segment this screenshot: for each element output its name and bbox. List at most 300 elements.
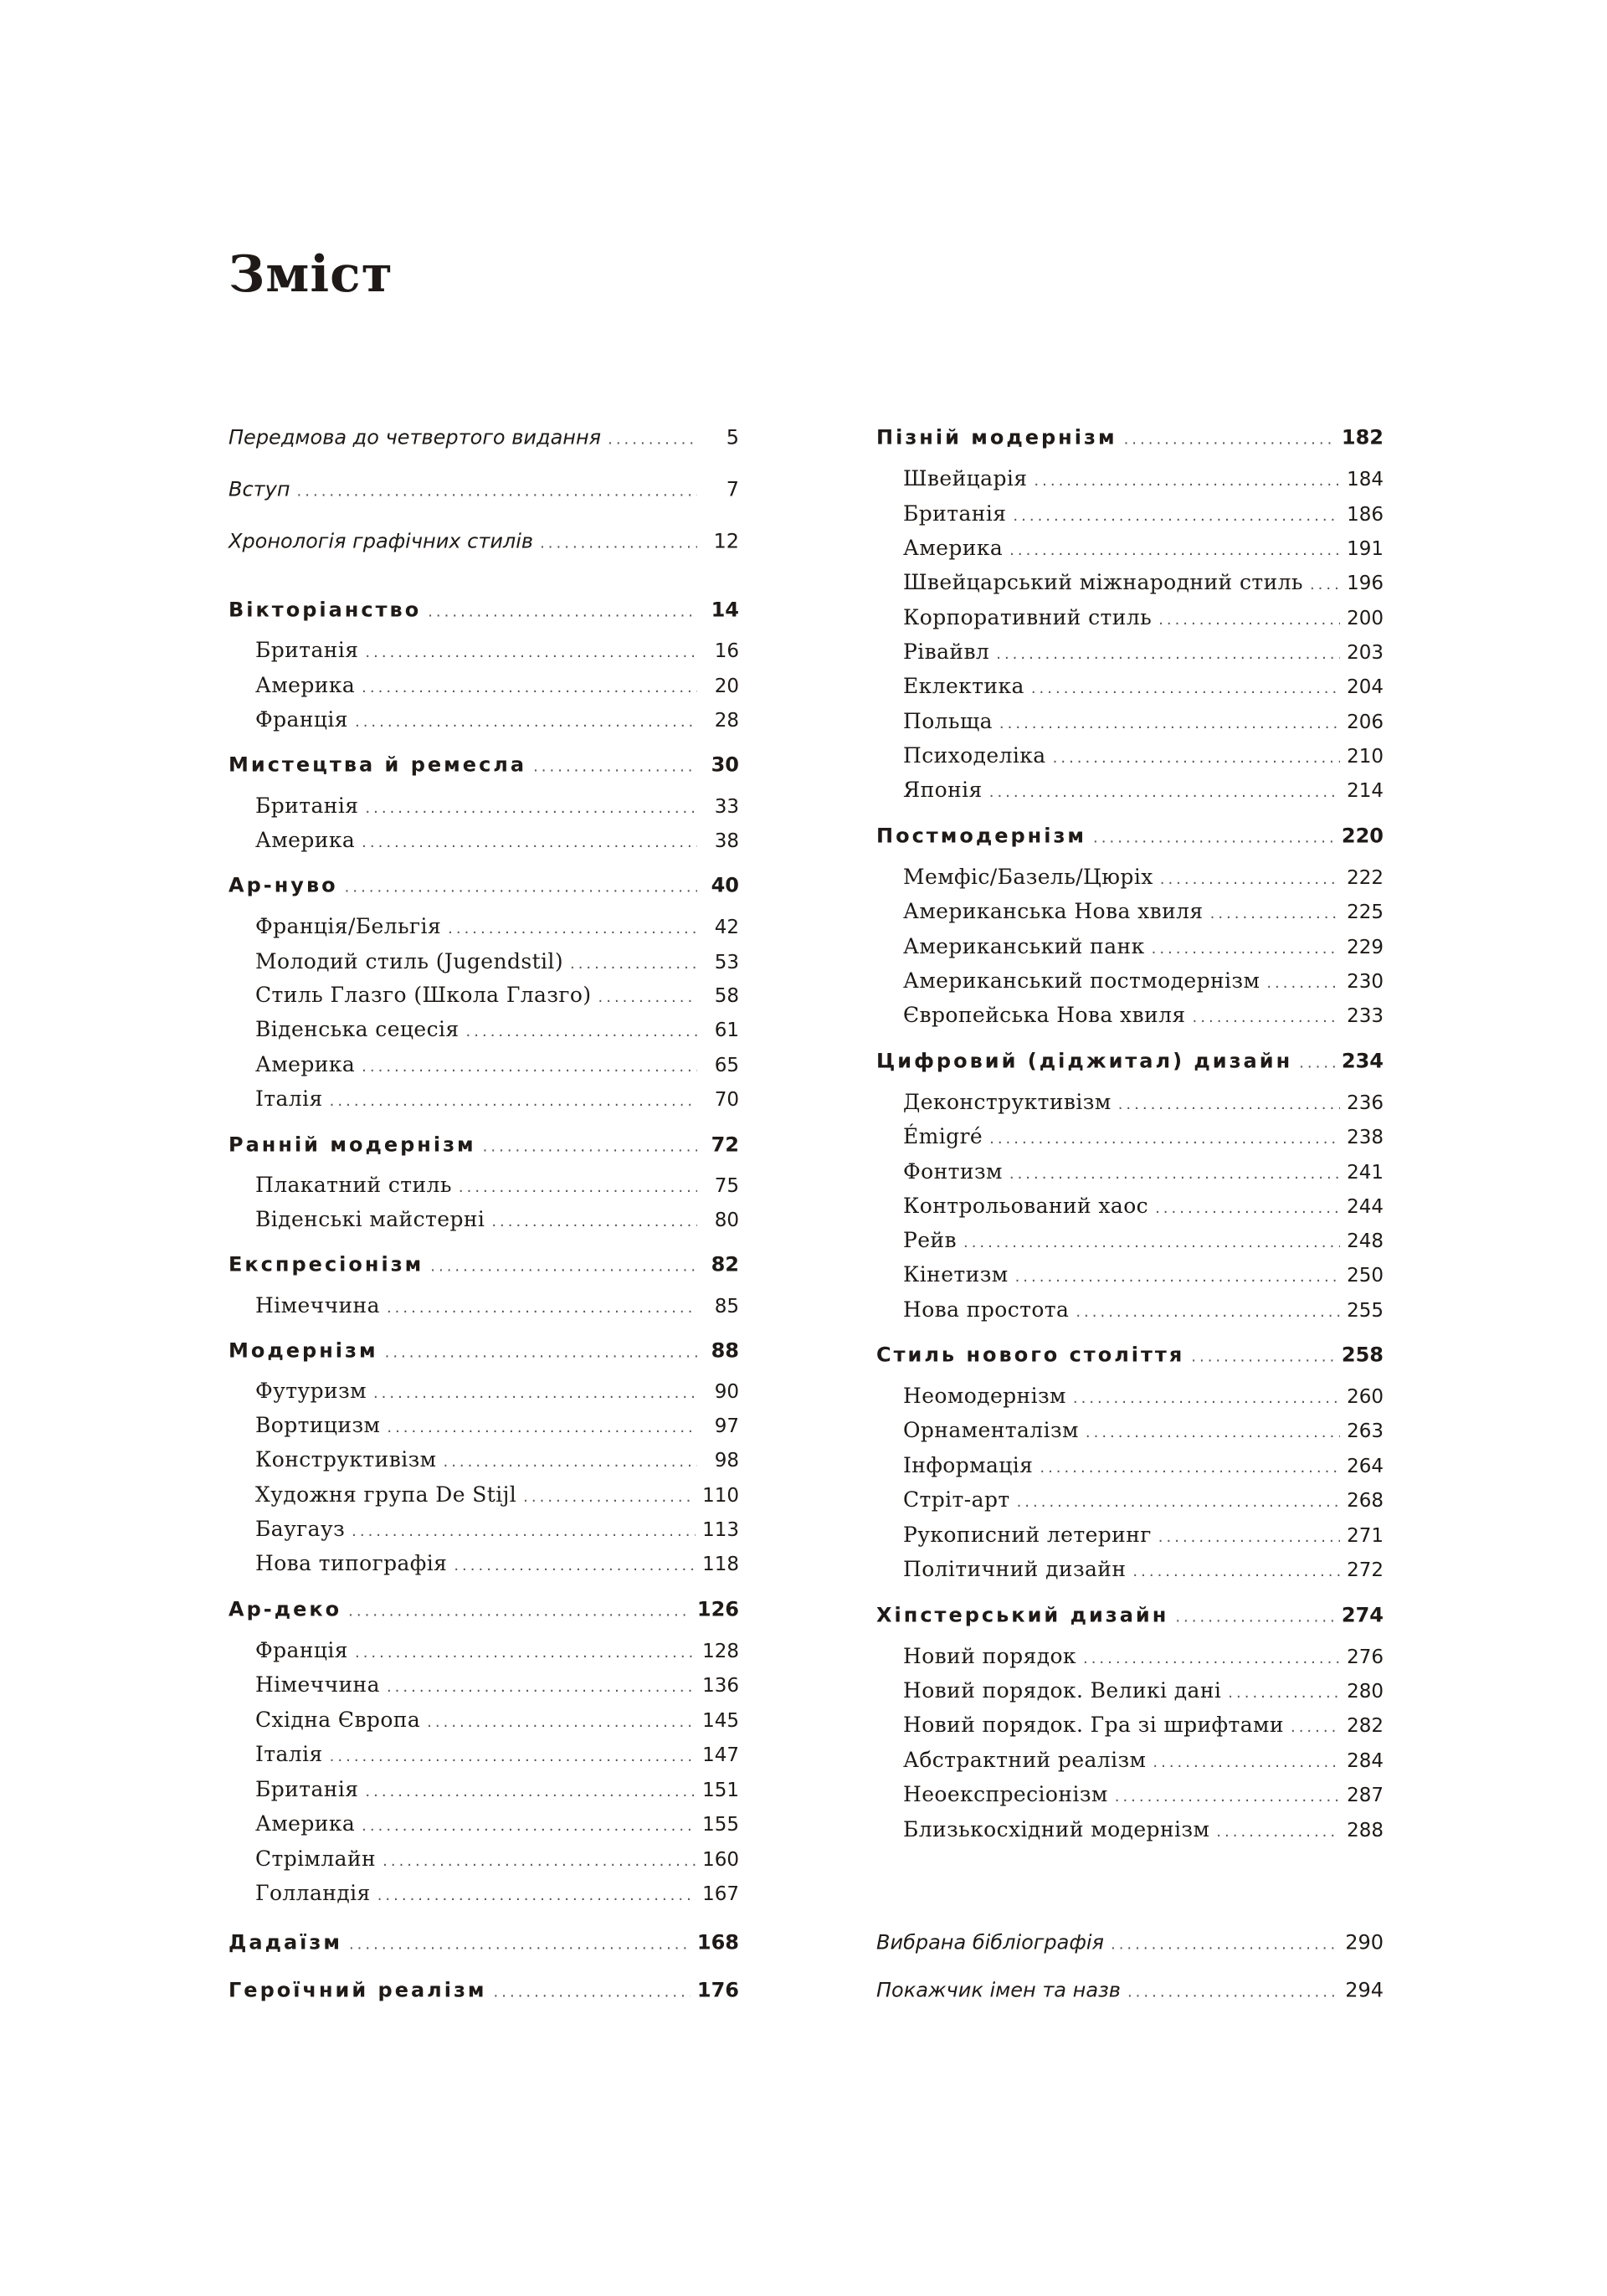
- toc-entry-sub[interactable]: [255, 1742, 739, 1766]
- dot-leader: [362, 1817, 696, 1835]
- toc-page-number: 294: [1345, 1978, 1384, 2002]
- dot-leader: [1155, 1199, 1340, 1217]
- toc-page-number: 28: [714, 710, 739, 732]
- toc-entry-title: Британія: [255, 1777, 359, 1802]
- dot-leader: [355, 713, 697, 731]
- toc-entry-sub[interactable]: [903, 899, 1384, 923]
- toc-entry-title: Новий порядок: [903, 1644, 1076, 1669]
- toc-entry-title: Психоделіка: [903, 743, 1046, 768]
- toc-entry-section[interactable]: [228, 1253, 739, 1276]
- toc-entry-sub[interactable]: [903, 1557, 1384, 1581]
- toc-entry-section[interactable]: [228, 1979, 739, 2002]
- dot-leader: [443, 1453, 697, 1471]
- toc-page-number: 276: [1347, 1646, 1384, 1669]
- toc-entry-title: Близькосхідний модернізм: [903, 1817, 1210, 1842]
- toc-page-number: 271: [1347, 1525, 1384, 1548]
- dot-leader: [330, 1748, 696, 1765]
- toc-page-number: 176: [696, 1978, 739, 2002]
- toc-page-number: 16: [714, 640, 739, 663]
- dot-leader: [448, 920, 697, 937]
- toc-entry-sub[interactable]: [903, 1644, 1384, 1668]
- toc-page-number: 30: [711, 752, 739, 777]
- toc-entry-sub[interactable]: [255, 1086, 739, 1111]
- toc-entry-sub[interactable]: [255, 1881, 739, 1905]
- toc-page-number: 258: [1341, 1343, 1384, 1367]
- toc-entry-sub[interactable]: [903, 1090, 1384, 1114]
- toc-entry-sub[interactable]: [255, 1293, 739, 1318]
- dot-leader: [1115, 1788, 1340, 1805]
- toc-entry-sub[interactable]: [903, 1194, 1384, 1218]
- toc-entry-sub[interactable]: [903, 1418, 1384, 1442]
- dot-leader: [1216, 1823, 1340, 1841]
- dot-leader: [523, 1488, 696, 1506]
- toc-entry-sub[interactable]: [903, 1453, 1384, 1477]
- toc-page-number: 7: [726, 477, 739, 501]
- toc-page-number: 214: [1347, 780, 1384, 803]
- toc-entry-title: Рейв: [903, 1228, 957, 1253]
- toc-page-number: 147: [702, 1744, 739, 1767]
- toc-entry-title: Польща: [903, 709, 993, 734]
- toc-entry-sub[interactable]: [903, 605, 1384, 629]
- toc-page-number: 82: [711, 1252, 739, 1276]
- toc-entry-title: Політичний дизайн: [903, 1557, 1127, 1582]
- toc-entry-title: Новий порядок. Великі дані: [903, 1678, 1222, 1703]
- toc-page-number: 167: [702, 1883, 739, 1906]
- dot-leader: [999, 715, 1340, 732]
- toc-page-number: 264: [1347, 1456, 1384, 1478]
- toc-page-number: 268: [1347, 1490, 1384, 1513]
- dot-leader: [1124, 431, 1335, 449]
- toc-entry-section[interactable]: [876, 824, 1384, 848]
- toc-entry-italic[interactable]: [228, 530, 739, 553]
- toc-page-number: 234: [1341, 1049, 1384, 1073]
- toc-entry-section[interactable]: [876, 426, 1384, 449]
- toc-entry-title: Вступ: [228, 477, 290, 501]
- toc-entry-title: Орнаменталізм: [903, 1418, 1079, 1443]
- toc-entry-title: Швейцарський міжнародний стиль: [903, 570, 1303, 595]
- toc-entry-title: Émigré: [903, 1124, 983, 1149]
- dot-leader: [355, 1644, 696, 1662]
- dot-leader: [1160, 871, 1340, 888]
- toc-entry-italic[interactable]: [876, 1979, 1384, 2002]
- toc-page-number: 12: [713, 529, 739, 553]
- toc-entry-title: Абстрактний реалізм: [903, 1748, 1147, 1773]
- dot-leader: [996, 645, 1340, 663]
- dot-leader: [1083, 1650, 1340, 1667]
- dot-leader: [373, 1384, 697, 1402]
- toc-entry-sub[interactable]: [255, 707, 739, 732]
- toc-entry-title: Швейцарія: [903, 466, 1028, 491]
- toc-page-number: 284: [1347, 1750, 1384, 1773]
- toc-page-number: 250: [1347, 1265, 1384, 1287]
- toc-entry-sub[interactable]: [903, 1523, 1384, 1547]
- dot-leader: [598, 989, 698, 1006]
- toc-entry-title: Нова типографія: [255, 1551, 448, 1576]
- dot-leader: [1009, 1165, 1340, 1183]
- toc-page-number: 241: [1347, 1162, 1384, 1184]
- toc-entry-sub[interactable]: [255, 1847, 739, 1871]
- toc-entry-title: Вибрана бібліографія: [876, 1930, 1104, 1954]
- toc-entry-sub[interactable]: [903, 968, 1384, 993]
- toc-page-number: 287: [1347, 1785, 1384, 1807]
- toc-page-number: 160: [702, 1849, 739, 1872]
- toc-entry-italic[interactable]: [228, 478, 739, 501]
- dot-leader: [365, 1783, 696, 1800]
- toc-entry-title: Інформація: [903, 1453, 1034, 1478]
- toc-page-number: 236: [1347, 1092, 1384, 1115]
- toc-entry-title: Хронологія графічних стилів: [228, 529, 534, 553]
- dot-leader: [430, 1258, 697, 1276]
- toc-entry-title: Постмодернізм: [876, 824, 1087, 848]
- dot-leader: [1086, 1424, 1340, 1441]
- toc-entry-sub[interactable]: [255, 914, 739, 938]
- toc-entry-title: Європейська Нова хвиля: [903, 1003, 1186, 1028]
- toc-entry-title: Японія: [903, 778, 983, 803]
- toc-page-number: 72: [711, 1133, 739, 1157]
- toc-entry-sub[interactable]: [255, 1207, 739, 1231]
- toc-entry-sub[interactable]: [903, 743, 1384, 768]
- dot-leader: [1053, 749, 1340, 767]
- toc-entry-sub[interactable]: [255, 1638, 739, 1662]
- toc-entry-title: Футуризм: [255, 1379, 367, 1404]
- toc-entry-sub[interactable]: [255, 1811, 739, 1836]
- dot-leader: [454, 1557, 696, 1574]
- toc-page-number: 5: [726, 425, 739, 449]
- toc-entry-title: Американський панк: [903, 934, 1145, 959]
- dot-leader: [387, 1299, 697, 1317]
- toc-entry-title: Америка: [255, 1052, 356, 1077]
- toc-entry-title: Віденські майстерні: [255, 1207, 485, 1232]
- dot-leader: [1291, 1718, 1340, 1736]
- toc-entry-title: Франція: [255, 707, 348, 732]
- dot-leader: [1266, 974, 1340, 992]
- toc-entry-section[interactable]: [876, 1343, 1384, 1367]
- dot-leader: [570, 955, 697, 973]
- dot-leader: [1210, 905, 1341, 922]
- toc-page-number: 274: [1341, 1603, 1384, 1627]
- dot-leader: [1017, 1493, 1341, 1511]
- toc-entry-sub[interactable]: [903, 1297, 1384, 1322]
- toc-entry-sub[interactable]: [903, 1384, 1384, 1408]
- toc-entry-sub[interactable]: [255, 828, 739, 852]
- dot-leader: [1175, 1609, 1335, 1626]
- toc-entry-title: Ранній модернізм: [228, 1133, 476, 1157]
- toc-entry-sub[interactable]: [903, 501, 1384, 526]
- dot-leader: [1076, 1303, 1340, 1321]
- toc-entry-title: Фонтизм: [903, 1159, 1003, 1184]
- dot-leader: [533, 758, 697, 776]
- toc-entry-title: Нова простота: [903, 1297, 1070, 1323]
- toc-page-number: 85: [714, 1296, 739, 1318]
- toc-entry-sub[interactable]: [903, 1228, 1384, 1252]
- toc-entry-sub[interactable]: [903, 1487, 1384, 1512]
- dot-leader: [1111, 1936, 1338, 1954]
- toc-entry-title: Ар-нуво: [228, 873, 338, 897]
- page-title: Зміст: [228, 245, 393, 304]
- toc-entry-title: Експресіонізм: [228, 1252, 424, 1276]
- toc-entry-title: Вікторіанство: [228, 598, 422, 622]
- toc-entry-title: Мистецтва й ремесла: [228, 752, 527, 777]
- dot-leader: [365, 799, 697, 817]
- dot-leader: [362, 834, 697, 851]
- dot-leader: [1031, 680, 1340, 697]
- toc-page-number: 196: [1347, 573, 1384, 595]
- toc-page-number: 58: [714, 985, 739, 1008]
- dot-leader: [540, 535, 697, 552]
- toc-entry-title: Америка: [255, 828, 356, 853]
- toc-entry-section[interactable]: [228, 753, 739, 777]
- toc-entry-title: Контрольований хаос: [903, 1194, 1149, 1219]
- toc-entry-title: Покажчик імен та назв: [876, 1978, 1121, 2002]
- toc-entry-sub[interactable]: [903, 536, 1384, 560]
- toc-page-number: 128: [702, 1641, 739, 1663]
- toc-page-number: 184: [1347, 469, 1384, 491]
- toc-entry-section[interactable]: [228, 1133, 739, 1157]
- toc-entry-title: Рівайвл: [903, 639, 990, 665]
- toc-entry-section[interactable]: [228, 1598, 739, 1621]
- toc-entry-title: Рукописний летеринг: [903, 1523, 1152, 1548]
- toc-page-number: 65: [714, 1055, 739, 1077]
- dot-leader: [1310, 576, 1340, 593]
- toc-entry-sub[interactable]: [255, 1672, 739, 1697]
- toc-entry-sub[interactable]: [903, 709, 1384, 733]
- toc-page-number: 61: [714, 1020, 739, 1042]
- toc-page-number: 98: [714, 1450, 739, 1472]
- toc-entry-sub[interactable]: [255, 1551, 739, 1575]
- toc-entry-title: Передмова до четвертого видання: [228, 425, 602, 449]
- toc-page-number: 255: [1347, 1300, 1384, 1323]
- dot-leader: [1158, 611, 1340, 629]
- toc-page-number: 200: [1347, 608, 1384, 630]
- toc-page-number: 136: [702, 1675, 739, 1698]
- toc-entry-sub[interactable]: [903, 1678, 1384, 1703]
- dot-leader: [989, 1130, 1340, 1148]
- toc-page-number: 290: [1345, 1930, 1384, 1954]
- toc-entry-title: Плакатний стиль: [255, 1173, 452, 1198]
- toc-page-number: 233: [1347, 1005, 1384, 1028]
- toc-entry-title: Еклектика: [903, 674, 1024, 699]
- toc-entry-title: Стиль Глазго (Школа Глазго): [255, 983, 592, 1008]
- dot-leader: [989, 783, 1340, 801]
- toc-entry-sub[interactable]: [903, 934, 1384, 958]
- toc-entry-section[interactable]: [228, 874, 739, 897]
- toc-page-number: 229: [1347, 937, 1384, 959]
- toc-entry-title: Стрімлайн: [255, 1847, 377, 1872]
- dot-leader: [1228, 1684, 1340, 1702]
- toc-entry-sub[interactable]: [255, 794, 739, 818]
- toc-entry-section[interactable]: [876, 1604, 1384, 1627]
- toc-page-number: 203: [1347, 642, 1384, 665]
- toc-entry-sub[interactable]: [255, 1447, 739, 1472]
- toc-page-number: 97: [714, 1415, 739, 1438]
- toc-entry-title: Франція/Бельгія: [255, 914, 442, 939]
- toc-page-number: 288: [1347, 1820, 1384, 1842]
- toc-page-number: 145: [702, 1710, 739, 1733]
- dot-leader: [1132, 1563, 1340, 1580]
- dot-leader: [382, 1852, 696, 1870]
- dot-leader: [348, 1603, 691, 1621]
- toc-entry-sub[interactable]: [903, 1003, 1384, 1027]
- toc-entry-title: Східна Європа: [255, 1708, 421, 1733]
- toc-entry-sub[interactable]: [255, 1517, 739, 1541]
- toc-entry-sub[interactable]: [903, 1782, 1384, 1806]
- dot-leader: [1034, 472, 1340, 490]
- toc-entry-sub[interactable]: [903, 639, 1384, 664]
- toc-page-number: 206: [1347, 711, 1384, 734]
- dot-leader: [1073, 1389, 1340, 1407]
- toc-entry-title: Німеччина: [255, 1672, 380, 1698]
- toc-page-number: 244: [1347, 1196, 1384, 1219]
- toc-page-number: 225: [1347, 901, 1384, 924]
- toc-page-number: 70: [714, 1089, 739, 1112]
- toc-entry-title: Героїчний реалізм: [228, 1978, 487, 2002]
- toc-page-number: 282: [1347, 1715, 1384, 1738]
- toc-page-number: 110: [702, 1485, 739, 1508]
- toc-entry-sub[interactable]: [255, 949, 739, 973]
- dot-leader: [330, 1092, 697, 1110]
- toc-entry-sub[interactable]: [255, 983, 739, 1007]
- toc-entry-section[interactable]: [228, 1931, 739, 1954]
- toc-page-number: 168: [696, 1930, 739, 1954]
- toc-entry-sub[interactable]: [255, 1052, 739, 1076]
- toc-entry-sub[interactable]: [255, 1173, 739, 1197]
- dot-leader: [1127, 1984, 1338, 2001]
- dot-leader: [1009, 542, 1340, 559]
- toc-page-number: 210: [1347, 746, 1384, 768]
- toc-entry-sub[interactable]: [903, 466, 1384, 491]
- toc-page-number: 248: [1347, 1230, 1384, 1253]
- toc-entry-sub[interactable]: [255, 1708, 739, 1732]
- dot-leader: [349, 1936, 691, 1954]
- toc-page-number: 191: [1347, 538, 1384, 561]
- toc-entry-sub[interactable]: [903, 1262, 1384, 1287]
- toc-page-number: 272: [1347, 1559, 1384, 1582]
- toc-entry-title: Неомодернізм: [903, 1384, 1066, 1409]
- toc-entry-sub[interactable]: [903, 1713, 1384, 1737]
- dot-leader: [1013, 507, 1340, 525]
- dot-leader: [1118, 1096, 1340, 1113]
- toc-entry-sub[interactable]: [255, 1777, 739, 1801]
- toc-entry-section[interactable]: [228, 1339, 739, 1363]
- toc-entry-title: Франція: [255, 1638, 348, 1663]
- toc-entry-title: Італія: [255, 1086, 323, 1112]
- toc-entry-title: Америка: [255, 1811, 356, 1836]
- toc-entry-sub[interactable]: [255, 1379, 739, 1403]
- toc-entry-sub[interactable]: [255, 638, 739, 662]
- toc-entry-sub[interactable]: [255, 1413, 739, 1437]
- toc-page-number: 204: [1347, 676, 1384, 699]
- toc-page-number: 263: [1347, 1420, 1384, 1443]
- dot-leader: [365, 644, 697, 661]
- toc-page-number: 20: [714, 675, 739, 698]
- toc-entry-title: Стиль нового століття: [876, 1343, 1185, 1367]
- toc-page-number: 33: [714, 796, 739, 819]
- toc-page-number: 126: [696, 1597, 739, 1621]
- toc-entry-title: Неоекспресіонізм: [903, 1782, 1108, 1807]
- toc-entry-title: Пізній модернізм: [876, 425, 1117, 449]
- toc-page-number: 230: [1347, 971, 1384, 994]
- toc-entry-title: Британія: [255, 638, 359, 663]
- toc-page-number: 260: [1347, 1386, 1384, 1409]
- dot-leader: [459, 1179, 697, 1196]
- toc-entry-sub[interactable]: [903, 570, 1384, 594]
- toc-entry-title: Ар-деко: [228, 1597, 342, 1621]
- toc-page-number: 53: [714, 952, 739, 974]
- toc-entry-title: Голландія: [255, 1881, 371, 1906]
- toc-entry-title: Британія: [255, 794, 359, 819]
- toc-page-number: 90: [714, 1381, 739, 1404]
- toc-entry-sub[interactable]: [903, 1748, 1384, 1772]
- toc-entry-title: Модернізм: [228, 1338, 378, 1363]
- toc-entry-title: Дадаїзм: [228, 1930, 342, 1954]
- toc-entry-sub[interactable]: [255, 1017, 739, 1041]
- dot-leader: [385, 1344, 697, 1362]
- toc-entry-italic[interactable]: [876, 1931, 1384, 1954]
- toc-entry-sub[interactable]: [903, 1159, 1384, 1184]
- toc-entry-title: Цифровий (діджитал) дизайн: [876, 1049, 1293, 1073]
- toc-entry-title: Італія: [255, 1742, 323, 1767]
- toc-page-number: 151: [702, 1780, 739, 1802]
- toc-entry-sub[interactable]: [255, 1482, 739, 1507]
- toc-entry-title: Стріт-арт: [903, 1487, 1010, 1513]
- toc-entry-sub[interactable]: [255, 673, 739, 697]
- toc-entry-title: Американський постмодернізм: [903, 968, 1260, 994]
- dot-leader: [345, 879, 697, 896]
- toc-entry-title: Американська Нова хвиля: [903, 899, 1204, 924]
- dot-leader: [362, 1058, 697, 1076]
- toc-entry-title: Вортицизм: [255, 1413, 381, 1438]
- toc-entry-title: Віденська сецесія: [255, 1017, 460, 1042]
- toc-page-number: 182: [1341, 425, 1384, 449]
- toc-entry-section[interactable]: [876, 1050, 1384, 1073]
- toc-entry-sub[interactable]: [903, 1124, 1384, 1148]
- toc-page-number: 186: [1347, 504, 1384, 526]
- dot-leader: [387, 1419, 697, 1436]
- toc-page-number: 42: [714, 917, 739, 939]
- toc-entry-sub[interactable]: [903, 1817, 1384, 1841]
- toc-entry-sub[interactable]: [903, 865, 1384, 889]
- toc-entry-title: Конструктивізм: [255, 1447, 437, 1472]
- dot-leader: [377, 1887, 696, 1904]
- toc-entry-section[interactable]: [228, 598, 739, 622]
- dot-leader: [1152, 940, 1340, 958]
- toc-page-number: 113: [702, 1519, 739, 1542]
- dot-leader: [1299, 1055, 1335, 1072]
- toc-entry-title: Кінетизм: [903, 1262, 1009, 1287]
- toc-entry-italic[interactable]: [228, 426, 739, 449]
- toc-page-number: 155: [702, 1814, 739, 1836]
- dot-leader: [362, 679, 697, 696]
- toc-entry-title: Корпоративний стиль: [903, 605, 1153, 630]
- dot-leader: [1040, 1459, 1340, 1477]
- toc-entry-title: Британія: [903, 501, 1007, 526]
- toc-entry-title: Молодий стиль (Jugendstil): [255, 949, 563, 974]
- toc-entry-sub[interactable]: [903, 674, 1384, 698]
- dot-leader: [608, 431, 697, 449]
- toc-page-number: 40: [711, 873, 739, 897]
- dot-leader: [297, 483, 697, 501]
- toc-entry-title: Баугауз: [255, 1517, 346, 1542]
- toc-page-number: 222: [1347, 867, 1384, 890]
- toc-entry-sub[interactable]: [903, 778, 1384, 802]
- toc-page-number: 14: [711, 598, 739, 622]
- toc-page-number: 220: [1341, 824, 1384, 848]
- toc-entry-title: Новий порядок. Гра зі шрифтами: [903, 1713, 1284, 1738]
- dot-leader: [1093, 830, 1335, 847]
- dot-leader: [1015, 1268, 1341, 1286]
- dot-leader: [466, 1023, 697, 1040]
- toc-page-number: 80: [714, 1210, 739, 1232]
